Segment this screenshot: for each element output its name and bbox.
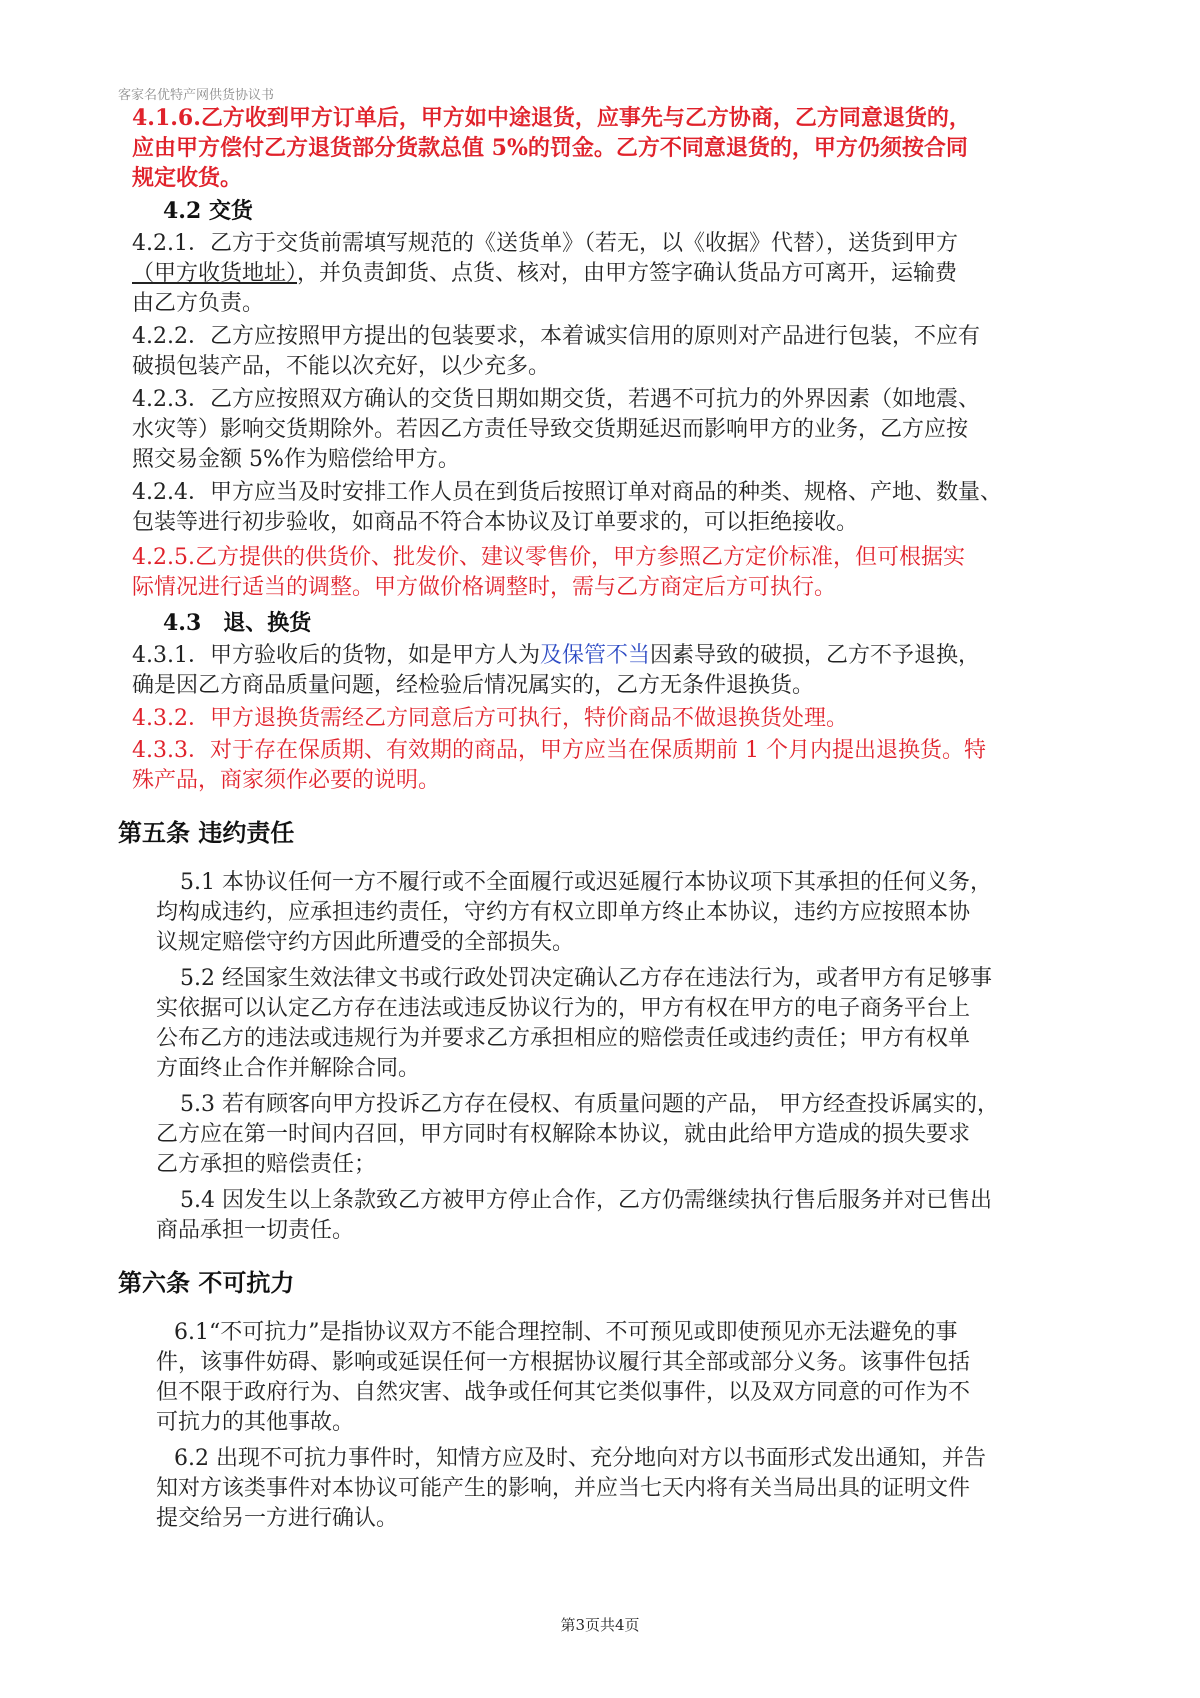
- article-6-title: 第六条 不可抗力: [118, 1268, 295, 1297]
- clause-line: 均构成违约，应承担违约责任，守约方有权立即单方终止本协议，违约方应按照本协: [156, 900, 971, 925]
- clause-line: 水灾等）影响交货期除外。若因乙方责任导致交货期延迟而影响甲方的业务，乙方应按: [132, 417, 969, 442]
- clause-line: 知对方该类事件对本协议可能产生的影响，并应当七天内将有关当局出具的证明文件: [156, 1476, 971, 1501]
- clause-line: 议规定赔偿守约方因此所遭受的全部损失。: [156, 930, 575, 955]
- clause-4-3-2: [132, 704, 848, 734]
- article-5-title: 第五条 违约责任: [118, 818, 295, 847]
- clause-line: 可抗力的其他事故。: [156, 1410, 355, 1435]
- clause-line: 4.2.3．乙方应按照双方确认的交货日期如期交货，若遇不可抗力的外界因素（如地震、: [132, 387, 980, 412]
- clause-line: [132, 641, 980, 671]
- clause-text: 甲方退换货需经乙方同意后方可执行，特价商品不做退换货处理。: [209, 706, 848, 731]
- section-title-4-2: 4.2 交货: [163, 198, 253, 224]
- clause-line: 商品承担一切责任。: [156, 1218, 355, 1243]
- clause-line: 4.2.5.乙方提供的供货价、批发价、建议零售价，甲方参照乙方定价标准，但可根据实: [132, 545, 965, 570]
- clause-line: 乙方应在第一时间内召回，甲方同时有权解除本协议，就由此给甲方造成的损失要求: [156, 1122, 971, 1147]
- clause-line: 破损包装产品，不能以次充好，以少充多。: [132, 354, 551, 379]
- clause-line: 4.2.1．乙方于交货前需填写规范的《送货单》（若无，以《收据》代替），送货到甲方: [132, 231, 958, 256]
- clause-line: 应由甲方偿付乙方退货部分货款总值 5%的罚金。乙方不同意退货的，甲方仍须按合同: [132, 135, 968, 161]
- clause-line: [132, 259, 957, 289]
- clause-line: 公布乙方的违法或违规行为并要求乙方承担相应的赔偿责任或违约责任；甲方有权单: [156, 1026, 971, 1051]
- clause-line: 4.2.4．甲方应当及时安排工作人员在到货后按照订单对商品的种类、规格、产地、数量、: [132, 480, 1002, 505]
- clause-line: 4.3.3．对于存在保质期、有效期的商品，甲方应当在保质期前 1 个月内提出退换货。特: [132, 738, 986, 763]
- clause-line: 殊产品，商家须作必要的说明。: [132, 768, 441, 793]
- clause-line: 6.1“不可抗力”是指协议双方不能合理控制、不可预见或即使预见亦无法避免的事: [174, 1320, 958, 1345]
- delivery-address-placeholder: （甲方收货地址）: [132, 261, 298, 286]
- clause-line: 但不限于政府行为、自然灾害、战争或任何其它类似事件，以及双方同意的可作为不: [156, 1380, 971, 1405]
- clause-line: 际情况进行适当的调整。甲方做价格调整时，需与乙方商定后方可执行。: [132, 575, 837, 600]
- clause-line: 5.2 经国家生效法律文书或行政处罚决定确认乙方存在违法行为，或者甲方有足够事: [180, 966, 992, 991]
- clause-line: 5.3 若有顾客向甲方投诉乙方存在侵权、有质量问题的产品， 甲方经查投诉属实的，: [180, 1092, 999, 1117]
- highlighted-text: 及保管不当: [539, 643, 650, 668]
- clause-line: 5.1 本协议任何一方不履行或不全面履行或迟延履行本协议项下其承担的任何义务，: [180, 870, 992, 895]
- clause-line: 4.2.2．乙方应按照甲方提出的包装要求，本着诚实信用的原则对产品进行包装，不应有: [132, 324, 980, 349]
- page-number: 第3页共4页: [560, 1616, 640, 1634]
- clause-line: 照交易金额 5%作为赔偿给甲方。: [132, 447, 460, 472]
- clause-line: 4.1.6.乙方收到甲方订单后，甲方如中途退货，应事先与乙方协商，乙方同意退货的，: [132, 105, 971, 131]
- clause-line: 规定收货。: [132, 165, 243, 191]
- section-title-4-3: 4.3 退、换货: [163, 610, 312, 636]
- clause-line: 实依据可以认定乙方存在违法或违反协议行为的，甲方有权在甲方的电子商务平台上: [156, 996, 971, 1021]
- clause-number: 4.3.2．: [132, 706, 210, 731]
- clause-text: 4.3.1．甲方验收后的货物，如是甲方人为: [132, 643, 540, 668]
- clause-text: 因素导致的破损，乙方不予退换，: [650, 643, 981, 668]
- clause-line: 由乙方负责。: [132, 291, 265, 316]
- clause-line: 提交给另一方进行确认。: [156, 1506, 399, 1531]
- clause-line: 5.4 因发生以上条款致乙方被甲方停止合作，乙方仍需继续执行售后服务并对已售出: [180, 1188, 992, 1213]
- clause-line: 乙方承担的赔偿责任；: [156, 1152, 377, 1177]
- clause-line: 6.2 出现不可抗力事件时，知情方应及时、充分地向对方以书面形式发出通知，并告: [174, 1446, 986, 1471]
- clause-text: ，并负责卸货、点货、核对，由甲方签字确认货品方可离开，运输费: [297, 261, 958, 286]
- clause-line: 件，该事件妨碍、影响或延误任何一方根据协议履行其全部或部分义务。该事件包括: [156, 1350, 971, 1375]
- document-header: 客家名优特产网供货协议书: [118, 88, 275, 103]
- clause-line: 包装等进行初步验收，如商品不符合本协议及订单要求的，可以拒绝接收。: [132, 510, 859, 535]
- clause-line: 方面终止合作并解除合同。: [156, 1056, 421, 1081]
- clause-line: 确是因乙方商品质量问题，经检验后情况属实的，乙方无条件退换货。: [132, 673, 815, 698]
